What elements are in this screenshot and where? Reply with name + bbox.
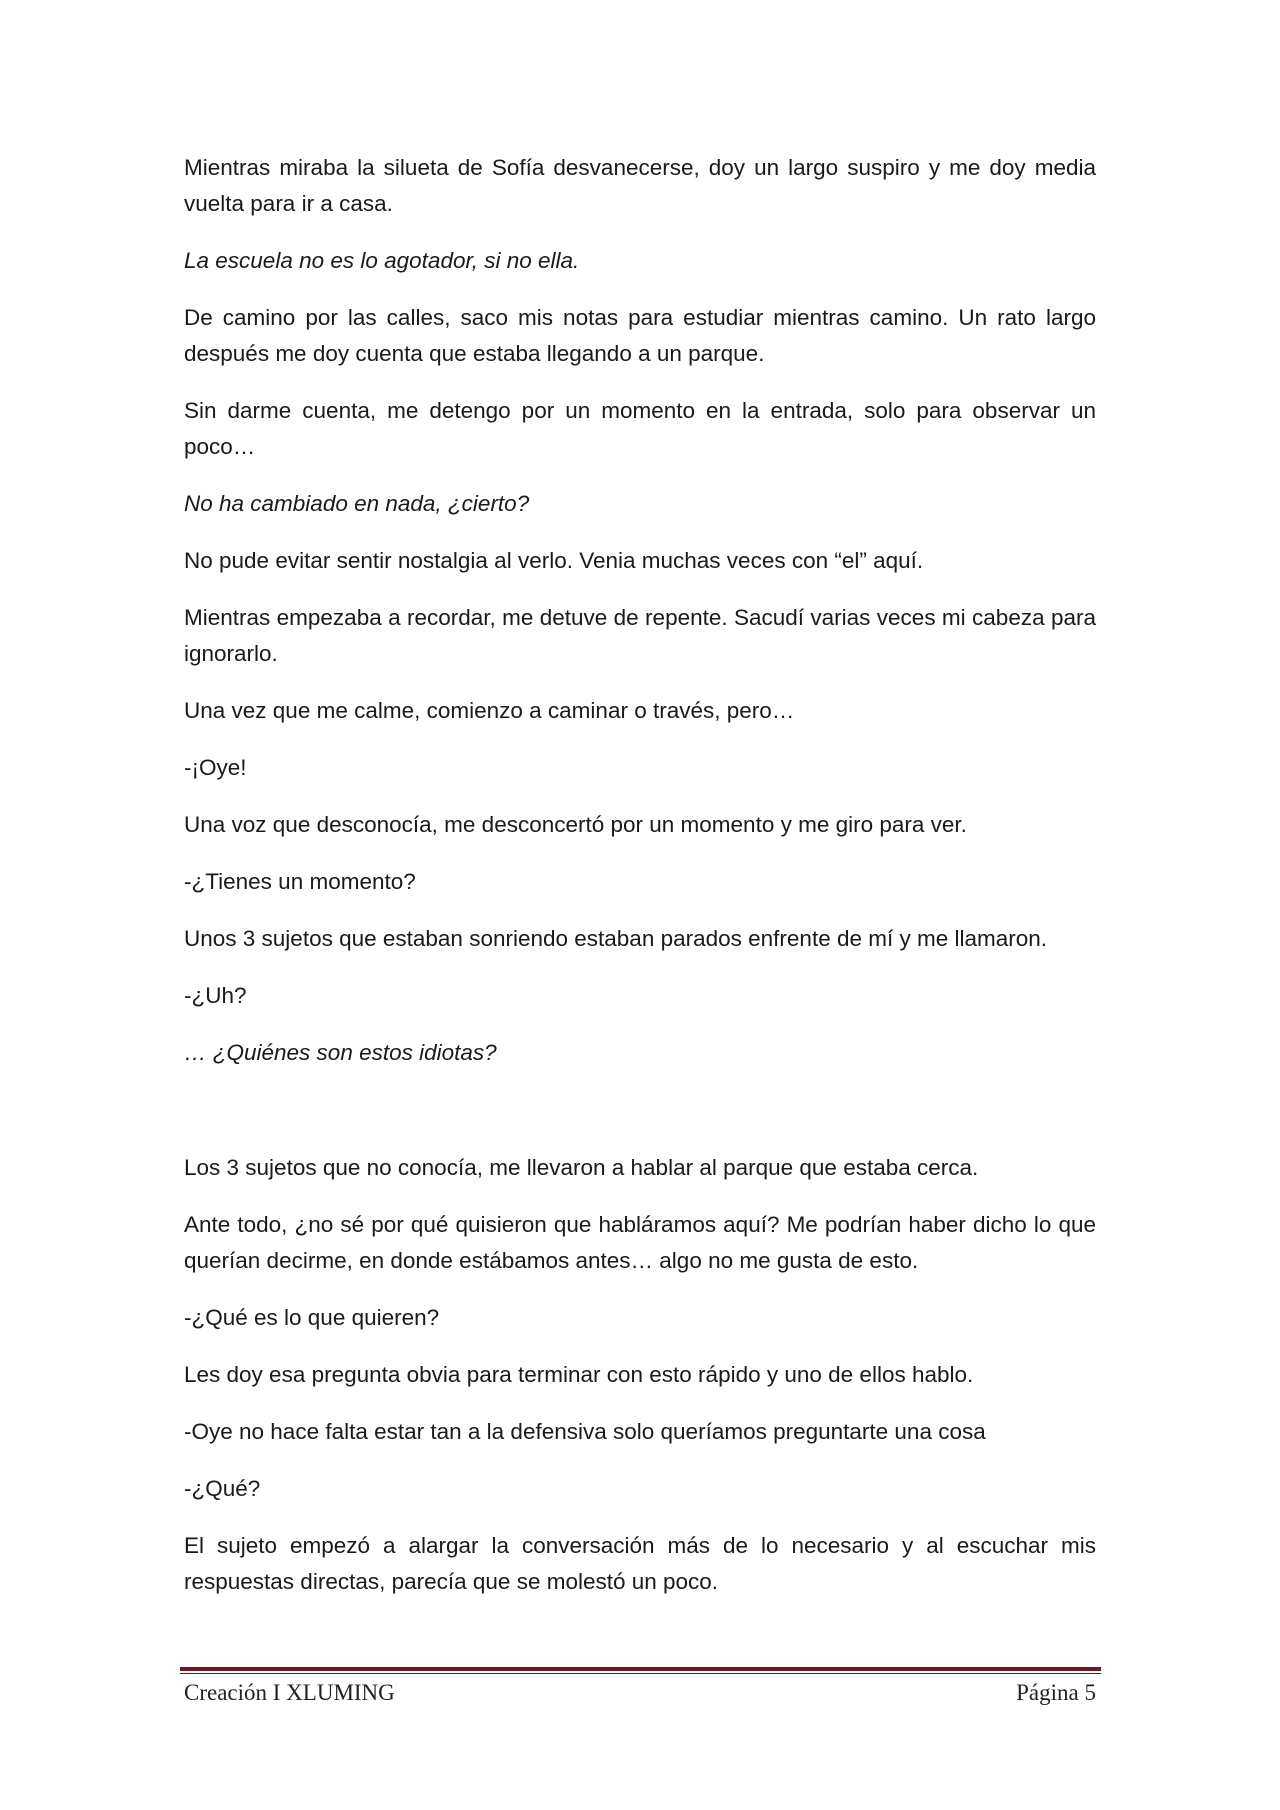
paragraph: No ha cambiado en nada, ¿cierto?	[184, 491, 530, 516]
paragraph: -¿Tienes un momento?	[184, 869, 416, 894]
paragraph: -¿Qué?	[184, 1476, 261, 1501]
page-body	[184, 150, 1096, 1621]
paragraph: -Oye no hace falta estar tan a la defensiva solo queríamos preguntarte una cosa	[184, 1419, 986, 1444]
paragraph: El sujeto empezó a alargar la conversación más de lo necesario y al escuchar mis respuestas directas, parecía que se molestó un poco.	[184, 1533, 1096, 1594]
paragraph: … ¿Quiénes son estos idiotas?	[184, 1040, 497, 1065]
paragraph: La escuela no es lo agotador, si no ella.	[184, 248, 580, 273]
paragraph: Sin darme cuenta, me detengo por un momento en la entrada, solo para observar un poco…	[184, 398, 1096, 459]
page-number: Página 5	[1016, 1680, 1096, 1705]
text-section-1	[184, 150, 1096, 1071]
footer-author: Creación I XLUMING	[184, 1680, 395, 1705]
paragraph: Les doy esa pregunta obvia para terminar con esto rápido y uno de ellos hablo.	[184, 1362, 974, 1387]
footer-divider	[180, 1667, 1101, 1674]
paragraph: Mientras empezaba a recordar, me detuve de repente. Sacudí varias veces mi cabeza para ignorarlo.	[184, 605, 1096, 666]
page-footer	[184, 1680, 1096, 1706]
paragraph: Una voz que desconocía, me desconcertó por un momento y me giro para ver.	[184, 812, 967, 837]
paragraph: De camino por las calles, saco mis notas para estudiar mientras camino. Un rato largo después me doy cuenta que estaba llegando a un parque.	[184, 305, 1096, 366]
paragraph: Ante todo, ¿no sé por qué quisieron que habláramos aquí? Me podrían haber dicho lo que querían decirme, en donde estábamos antes… algo no me gusta de esto.	[184, 1212, 1096, 1273]
paragraph: Los 3 sujetos que no conocía, me llevaron a hablar al parque que estaba cerca.	[184, 1155, 979, 1180]
paragraph: Una vez que me calme, comienzo a caminar o través, pero…	[184, 698, 795, 723]
section-break	[184, 1092, 1096, 1150]
footer-divider-thin	[180, 1673, 1101, 1674]
paragraph: -¿Uh?	[184, 983, 247, 1008]
paragraph: -¡Oye!	[184, 755, 247, 780]
paragraph: Unos 3 sujetos que estaban sonriendo estaban parados enfrente de mí y me llamaron.	[184, 926, 1048, 951]
paragraph: Mientras miraba la silueta de Sofía desvanecerse, doy un largo suspiro y me doy media vuelta para ir a casa.	[184, 155, 1096, 216]
paragraph: No pude evitar sentir nostalgia al verlo. Venia muchas veces con “el” aquí.	[184, 548, 924, 573]
footer-divider-thick	[180, 1667, 1101, 1671]
paragraph: -¿Qué es lo que quieren?	[184, 1305, 440, 1330]
text-section-2	[184, 1150, 1096, 1600]
